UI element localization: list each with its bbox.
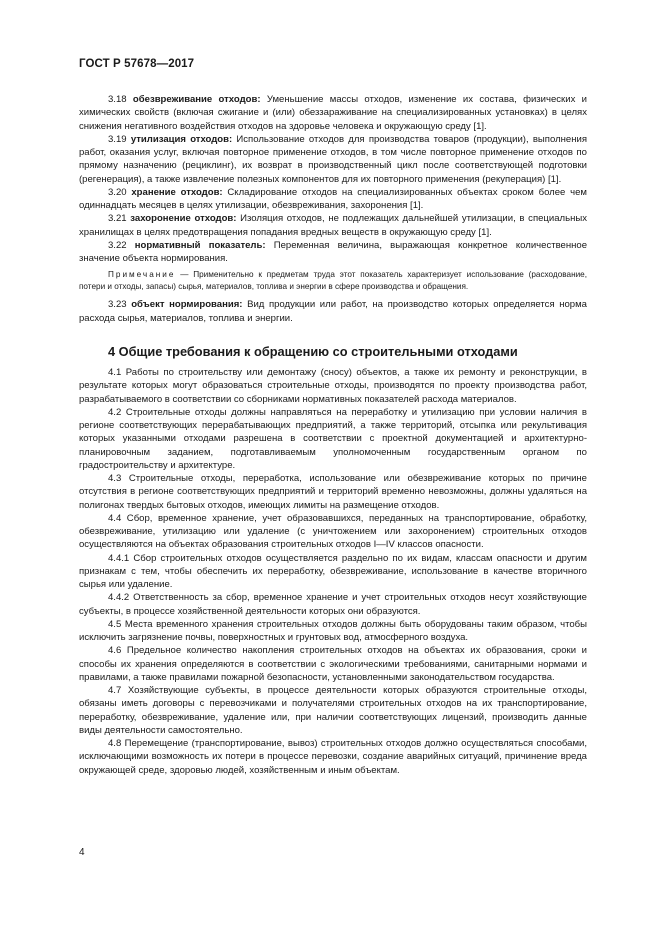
section-paragraph: 4.2 Строительные отходы должны направляться на переработку и утилизацию при условии наличия в регионе соответствующих перерабатывающих предприятий, а также территорий, отсыпка или рекультивация которых указанными отходами разрешена в соответствии с проектной документацией и архитектурно-планировочным заданием, подготавливаемым уполномоченным государственным органом по градостроительству и архитектуре. [79,406,587,471]
term-number: 3.18 [108,94,127,105]
section-paragraph: 4.6 Предельное количество накопления строительных отходов на объектах их образования, сроки и способы их хранения определяются в соответствии с экологическими требованиями, санитарными нормами и правилами, а также правилами пожарной безопасности, установленными законодательством государства. [79,645,587,683]
note-paragraph [79,269,587,292]
term-text: Уменьшение массы отходов, изменение их состава, физических и химических свойств (включая сжигание и (или) обеззараживание на специализированных установках) в целях снижения негативного воздействия отходов на здоровье человека и окружающую среду [1]. [79,94,587,132]
term-text: Использование отходов для производства товаров (продукции), выполнения работ, оказания услуг, включая повторное применение отходов, в том числе повторное применение отходов по прямому назначению (рециклинг), их возврат в производственный цикл после соответствующей подготовки (регенерация), а также извлечение полезных компонентов для их повторного применения (рекуперация) [1]. [79,133,587,185]
term-text: Переменная величина, выражающая конкретное количественное значение объекта нормирования. [79,239,588,264]
term-number: 3.20 [108,186,127,198]
section-paragraph: 4.8 Перемещение (транспортирование, вывоз) строительных отходов должно осуществляться способами, исключающими возможность их потери в процессе перевозки, создание аварийных ситуаций, причинение вреда окружающей среде, здоровью людей, хозяйственным и иным объектам. [79,738,587,776]
term-name: хранение отходов: [131,186,223,198]
term-number: 3.22 [108,239,127,251]
term-paragraph [79,239,587,266]
page-content [79,93,587,777]
section-paragraph: 4.7 Хозяйствующие субъекты, в процессе деятельности которых образуются строительные отходы, обязаны иметь договоры с перевозчиками и получателями строительных отходов на их транспортирование, переработку, обезвреживание, удаление или, при наличии соответствующих лицензий, производить данные виды деятельности самостоятельно. [79,685,587,736]
term-paragraph [79,298,587,325]
section-paragraph: 4.4.1 Сбор строительных отходов осуществляется раздельно по их видам, классам опасности и другим признакам с тем, чтобы обеспечить их переработку, обезвреживание, использование в качестве вторичного сырья или удаление. [79,552,587,590]
term-number: 3.21 [108,213,127,225]
term-text: Изоляция отходов, не подлежащих дальнейшей утилизации, в специальных хранилищах в целях предотвращения попадания вредных веществ в окружающую среду [1]. [79,213,587,238]
term-name: обезвреживание отходов: [132,94,261,105]
term-name: захоронение отходов: [130,213,237,225]
note-text: — Применительно к предметам труда этот показатель характеризует использование (расходование, потери и отходы, запасы) сырья, материалов, топлива и энергии в сфере производства и обращения. [79,270,587,291]
term-paragraph [79,186,587,213]
term-number: 3.23 [108,299,127,311]
section-paragraph: 4.1 Работы по строительству или демонтажу (сносу) объектов, а также их ремонту и реконструкции, в результате которых могут образоваться строительные отходы, производятся по проекту производства работ, разрабатываемого в соответствии со сборниками нормативных показателей расхода материалов. [79,367,587,405]
term-paragraph [79,212,587,239]
section-paragraph: 4.4 Сбор, временное хранение, учет образовавшихся, переданных на транспортирование, обработку, обезвреживание, утилизацию или удаление (с уничтожением или захоронением) строительных отходов осуществляются на объектах образования строительных отходов I—IV классов опасности. [79,512,587,551]
term-paragraph [79,93,587,133]
term-name: объект нормирования: [131,299,243,311]
term-text: Складирование отходов на специализированных объектах сроком более чем одиннадцать месяцев в целях утилизации, обезвреживания, захоронения [1]. [79,186,587,211]
section-paragraph: 4.5 Места временного хранения строительных отходов должны быть оборудованы таким образом, чтобы исключить загрязнение почвы, поверхностных и грунтовых вод, атмосферного воздуха. [79,618,587,643]
note-label: Примечание [108,270,176,280]
document-header: ГОСТ Р 57678—2017 [79,58,195,70]
term-name: утилизация отходов: [130,133,233,145]
page-number: 4 [79,847,85,858]
term-paragraph [79,133,587,186]
section-title: 4 Общие требования к обращению со строительными отходами [108,343,518,359]
section-paragraph: 4.3 Строительные отходы, переработка, использование или обезвреживание которых по причине отсутствия в регионе соответствующих предприятий и территорий временно невозможны, должны удаляться на полигонах твердых бытовых отходов, имеющих лимиты на размещение отходов. [79,473,587,511]
term-number: 3.19 [108,133,127,145]
section-paragraph: 4.4.2 Ответственность за сбор, временное хранение и учет строительных отходов несут хозяйствующие субъекты, в процессе хозяйственной деятельности которых они образуются. [79,592,587,617]
term-text: Вид продукции или работ, на производство которых определяется норма расхода сырья, материалов, топлива и энергии. [79,299,587,324]
term-name: нормативный показатель: [134,239,266,251]
